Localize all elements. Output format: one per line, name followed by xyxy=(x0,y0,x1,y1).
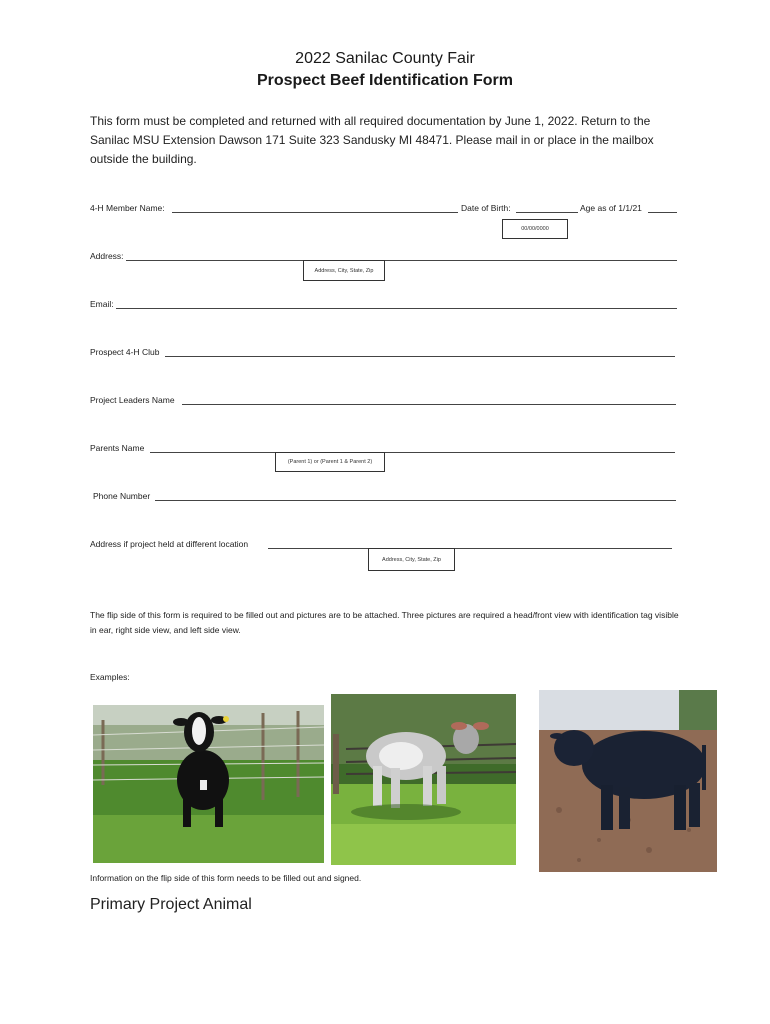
alt-address-label: Address if project held at different location xyxy=(90,539,249,549)
age-label: Age as of 1/1/21 xyxy=(580,203,642,213)
member-name-label: 4-H Member Name: xyxy=(90,203,165,213)
email-label: Email: xyxy=(90,299,114,309)
leaders-label: Project Leaders Name xyxy=(90,395,175,405)
flip-side-note: The flip side of this form is required to be filled out and pictures are to be attached. Three pictures are required a head/front view with identification tag visible in ear, right side view, and left side view. xyxy=(90,610,679,635)
calf-front-image xyxy=(93,705,324,863)
address-line[interactable] xyxy=(126,260,677,261)
phone-line[interactable] xyxy=(155,500,676,501)
calf-side-image xyxy=(331,694,516,865)
alt-address-line[interactable] xyxy=(268,548,672,549)
dob-label: Date of Birth: xyxy=(461,203,511,213)
alt-address-hint-box: Address, City, State, Zip xyxy=(368,548,455,571)
club-label: Prospect 4-H Club xyxy=(90,347,160,357)
parents-hint-box: (Parent 1) or (Parent 1 & Parent 2) xyxy=(275,452,385,472)
address-hint-box: Address, City, State, Zip xyxy=(303,260,385,281)
dob-hint-box: 00/00/0000 xyxy=(502,219,568,239)
steer-side-image xyxy=(539,690,717,872)
section-heading: Primary Project Animal xyxy=(90,896,252,913)
email-line[interactable] xyxy=(116,308,677,309)
leaders-line[interactable] xyxy=(182,404,676,405)
parents-line[interactable] xyxy=(150,452,675,453)
info-note: Information on the flip side of this form needs to be filled out and signed. xyxy=(90,873,362,883)
phone-label: Phone Number xyxy=(93,491,151,501)
form-title: 2022 Sanilac County Fair xyxy=(295,50,475,67)
dob-line[interactable] xyxy=(516,212,578,213)
address-label: Address: xyxy=(90,251,124,261)
club-line[interactable] xyxy=(165,356,675,357)
right-side-view-photo xyxy=(331,694,516,865)
left-side-view-photo xyxy=(539,690,717,872)
parents-label: Parents Name xyxy=(90,443,145,453)
examples-label: Examples: xyxy=(90,672,130,682)
intro-paragraph: This form must be completed and returned with all required documentation by June 1, 2022. Return to the Sanilac MSU Extension Dawson 171 Suite 323 Sandusky MI 48471. Please mail in or place in the mailbox outside the building. xyxy=(90,114,654,166)
member-name-line[interactable] xyxy=(172,212,458,213)
form-subtitle: Prospect Beef Identification Form xyxy=(256,72,514,89)
age-line[interactable] xyxy=(648,212,677,213)
head-front-view-photo xyxy=(93,705,324,863)
